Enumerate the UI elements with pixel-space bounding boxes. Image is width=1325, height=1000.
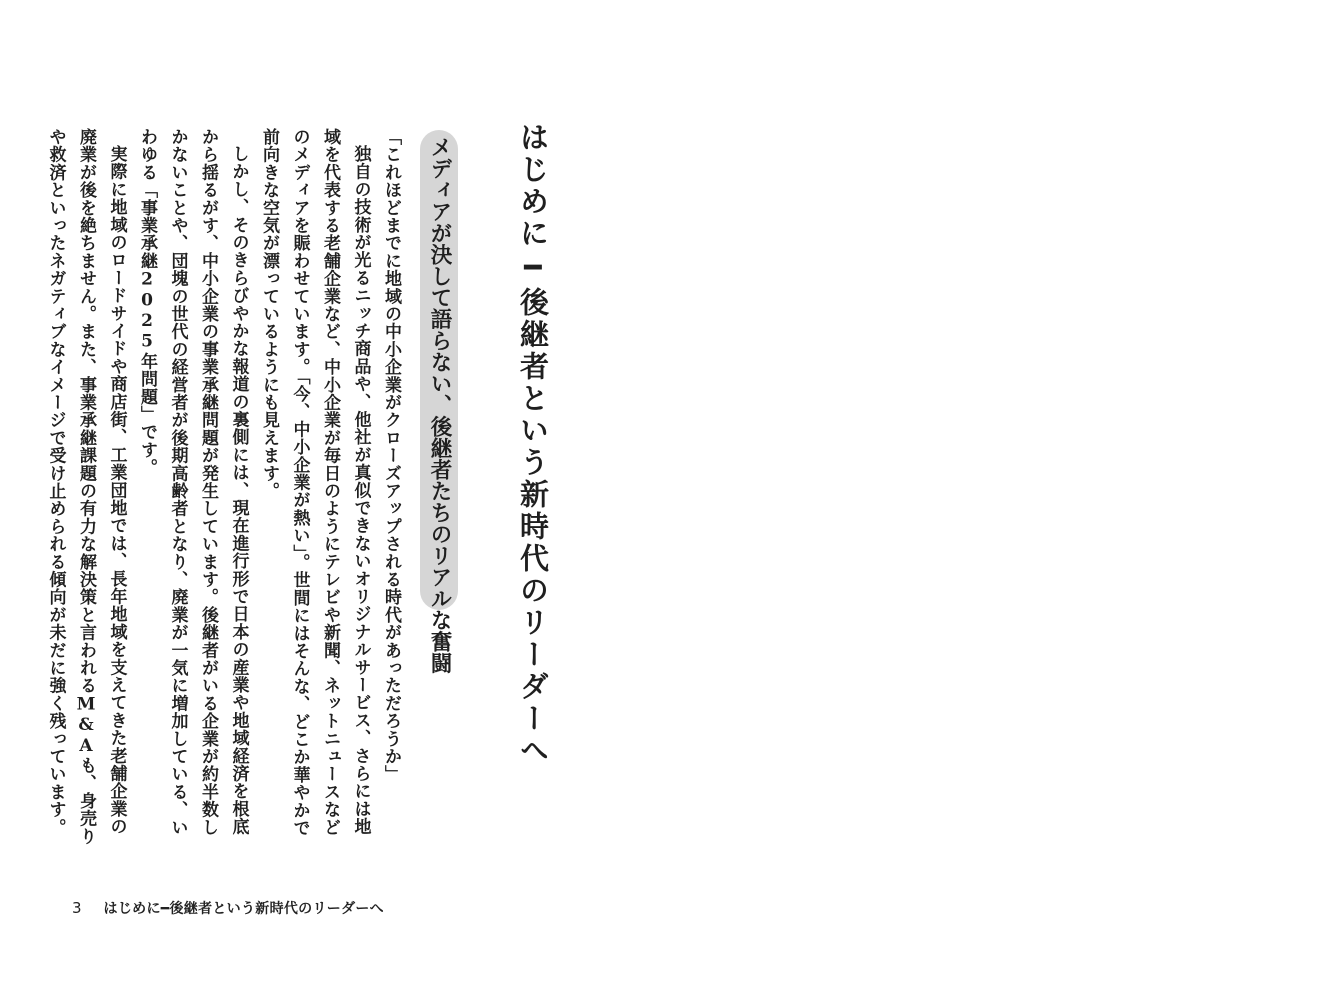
- chapter-title: はじめに━後継者という新時代のリーダーへ: [516, 122, 550, 767]
- opening-quote: 「これほどまでに地域の中小企業がクローズアップされる時代があっただろうか」: [381, 128, 401, 783]
- running-head: はじめに━後継者という新時代のリーダーへ: [103, 901, 384, 917]
- paragraph: しかし、そのきらびやかな報道の裏側には、現在進行形で日本の産業や地域経済を根底から揺るがす、中小企業の事業承継問題が発生しています。後継者がいる企業が約半数しかないことや、団塊の世代の経営者が後期高齢者となり、廃業が一気に増加している、いわゆる「事業承継2025年問題」です。: [137, 128, 249, 836]
- paragraph: 実際に地域のロードサイドや商店街、工業団地では、長年地域を支えてきた老舗企業の廃業が後を絶ちません。また、事業承継課題の有力な解決策と言われるM&Aも、身売りや救済といったネガティブなイメージで受け止められる傾向が未だに強く残っています。: [45, 128, 127, 845]
- section-subtitle: メディアが決して語らない、後継者たちのリアルな奮闘: [427, 136, 452, 674]
- paragraph: 独自の技術が光るニッチ商品や、他社が真似できないオリジナルサービス、さらには地域を代表する老舗企業など、中小企業が毎日のようにテレビや新聞、ネットニュースなどのメディアを賑わせています。「今、中小企業が熱い」。世間にはそんな、どこか華やかで前向きな空気が漂っているようにも見えます。: [259, 128, 371, 837]
- page-number: 3: [72, 899, 82, 917]
- page-footer: [72, 896, 384, 920]
- body-text: [45, 128, 406, 848]
